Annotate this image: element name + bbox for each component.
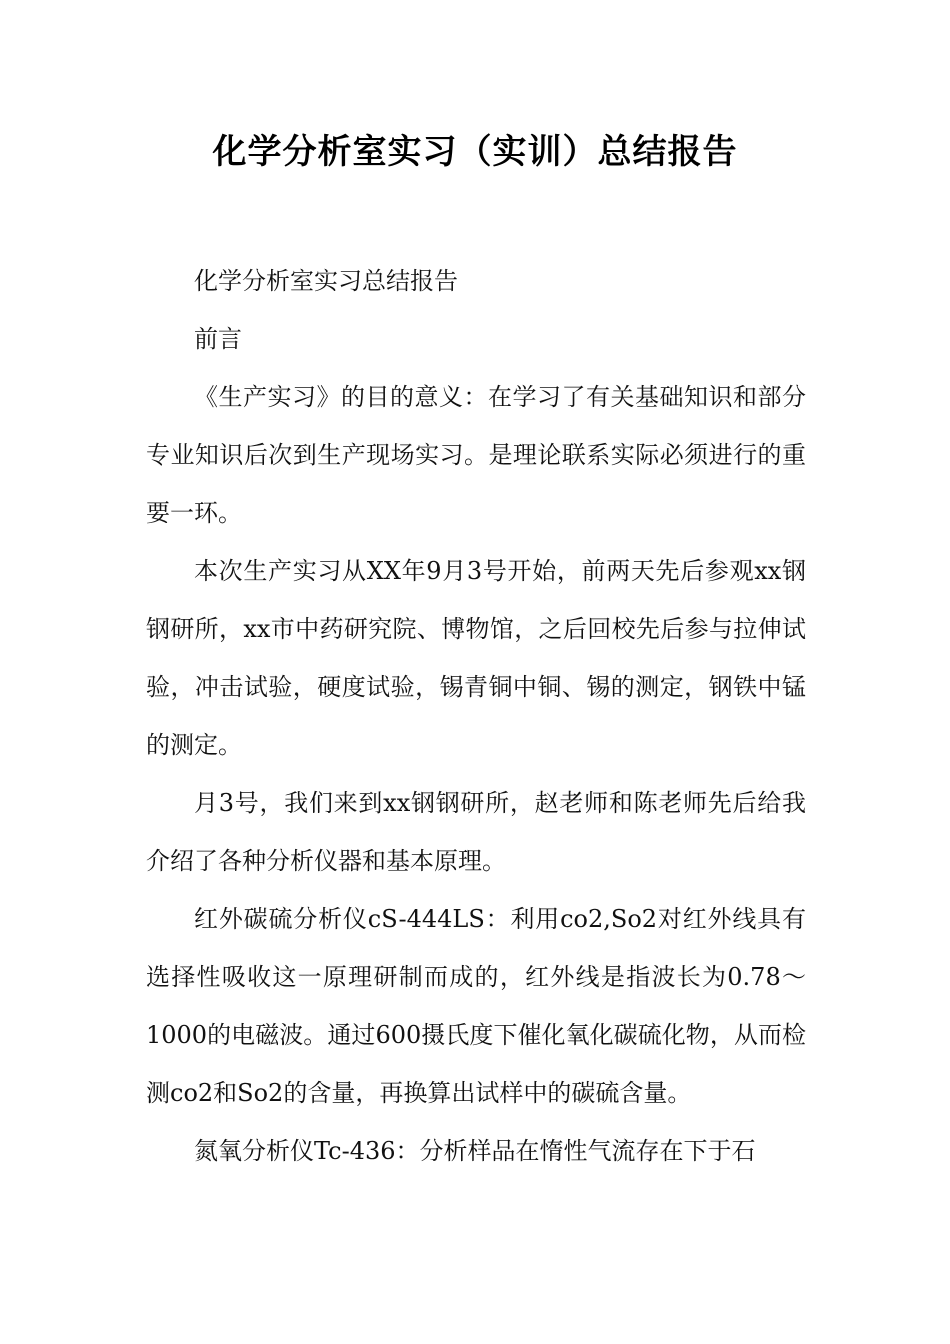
paragraph-purpose: 《生产实习》的目的意义：在学习了有关基础知识和部分专业知识后次到生产现场实习。是理论联系实际必须进行的重要一环。: [146, 383, 806, 527]
paragraph-visit: 月3号，我们来到xx钢钢研所，赵老师和陈老师先后给我介绍了各种分析仪器和基本原理。: [146, 789, 806, 875]
paragraph-schedule: 本次生产实习从XX年9月3号开始，前两天先后参观xx钢钢研所，xx市中药研究院、博物馆，之后回校先后参与拉伸试验，冲击试验，硬度试验，锡青铜中铜、锡的测定，钢铁中锰的测定。: [146, 557, 806, 759]
paragraph-preface-heading: 前言: [194, 325, 242, 353]
paragraph-subtitle: 化学分析室实习总结报告: [194, 267, 458, 295]
paragraph-infrared-analyzer: 红外碳硫分析仪cS-444LS：利用co2,So2对红外线具有选择性吸收这一原理研制而成的，红外线是指波长为0.78～1000的电磁波。通过600摄氏度下催化氧化碳硫化物，从而检测co2和So2的含量，再换算出试样中的碳硫含量。: [146, 905, 806, 1107]
paragraph-nitrogen-oxygen-analyzer: 氮氧分析仪Tc-436：分析样品在惰性气流存在下于石: [194, 1137, 756, 1165]
document-title: 化学分析室实习（实训）总结报告: [212, 132, 738, 172]
document-body: [146, 252, 806, 1180]
